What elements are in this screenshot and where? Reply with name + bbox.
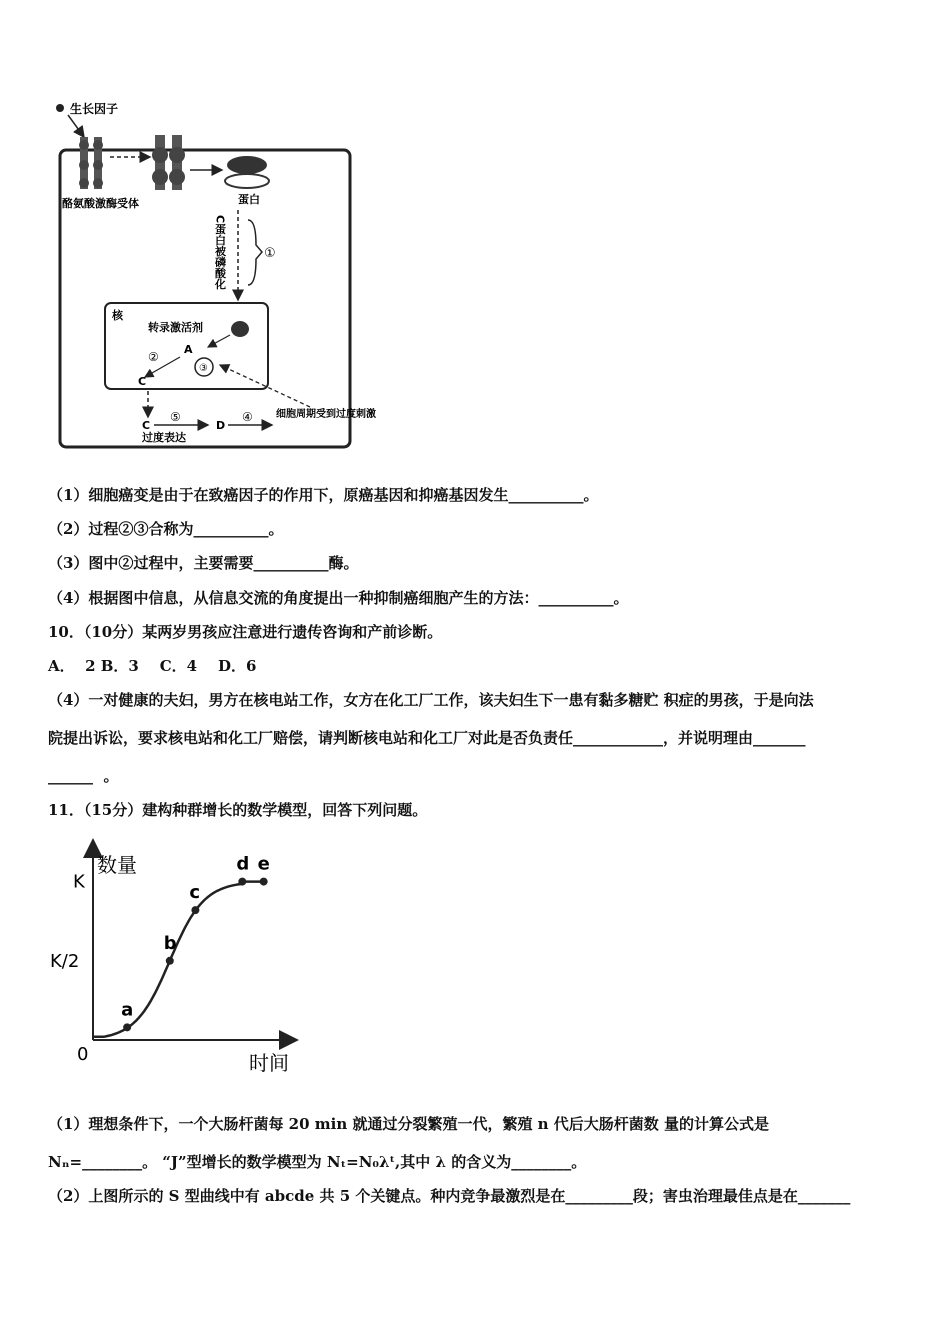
label-d: D — [216, 419, 226, 432]
growth-factor-label: 生长因子 — [70, 102, 119, 116]
q10-part4-line1: （4）一对健康的夫妇，男方在核电站工作，女方在化工厂工作，该夫妇生下一患有黏多糖贮 积症的男孩，于是向法 — [48, 691, 814, 709]
q11-part1-line2: Nₙ=________。 “J”型增长的数学模型为 Nₜ=N₀λᵗ,其中 λ 的含义为________。 — [48, 1153, 587, 1171]
activator-icon — [231, 321, 249, 337]
y-tick-k-half: K/2 — [50, 950, 80, 972]
q10-options: A． 2 B．3 C．4 D．6 — [48, 657, 257, 675]
curve-point-a — [123, 1023, 131, 1031]
overexpression-label: 过度表达 — [142, 431, 186, 444]
curve-point-e — [260, 878, 268, 886]
step5-label: ⑤ — [170, 410, 181, 424]
s-curve-line — [93, 882, 264, 1037]
receptor-icon — [79, 137, 103, 189]
q11-stem: 11．（15分）建构种群增长的数学模型，回答下列问题。 — [48, 801, 428, 819]
y-tick-k: K — [73, 871, 85, 893]
q10-stem: 10．（10分）某两岁男孩应注意进行遗传咨询和产前诊断。 — [48, 623, 443, 641]
curve-point-d — [238, 878, 246, 886]
q9-part1: （1）细胞癌变是由于在致癌因子的作用下，原癌基因和抑癌基因发生__________。 — [48, 486, 599, 504]
curve-point-label-a: a — [121, 999, 134, 1021]
signaling-diagram — [50, 95, 380, 465]
q10-part4-line2: 院提出诉讼，要求核电站和化工厂赔偿，请判断核电站和化工厂对此是否负责任____________，并说明理由_______ — [48, 729, 806, 747]
step1-label: ① — [264, 246, 276, 261]
label-a: A — [184, 343, 193, 356]
activator-label: 转录激活剂 — [148, 321, 203, 334]
q11-part1-line1: （1）理想条件下，一个大肠杆菌每 20 min 就通过分裂繁殖一代，繁殖 n 代后大肠杆菌数 量的计算公式是 — [48, 1115, 770, 1133]
x-axis-label: 时间 — [249, 1051, 289, 1075]
curve-points — [121, 854, 270, 1032]
curve-point-c — [191, 906, 199, 914]
curve-point-label-c: c — [189, 882, 201, 904]
y-axis-label: 数量 — [97, 853, 137, 877]
label-c: C — [138, 375, 147, 388]
s-curve-chart — [45, 832, 315, 1082]
origin-label: 0 — [77, 1044, 89, 1065]
signaling-diagram-svg — [50, 95, 380, 465]
q10-part4-line3: ______ 。 — [48, 767, 119, 785]
cell-membrane — [60, 150, 350, 447]
q9-part4: （4）根据图中信息，从信息交流的角度提出一种抑制癌细胞产生的方法：__________。 — [48, 589, 629, 607]
cell-cycle-label: 细胞周期受到过度刺激 — [276, 409, 376, 420]
protein-complex-icon — [225, 156, 269, 188]
q9-part2: （2）过程②③合称为__________。 — [48, 520, 284, 538]
c-protein-label: C蛋白被磷酸化 — [213, 215, 227, 290]
receptor-label: 酪氨酸激酶受体 — [62, 197, 139, 210]
label-c2: C — [142, 419, 151, 432]
curve-point-label-e: e — [257, 853, 270, 875]
q11-part2: （2）上图所示的 S 型曲线中有 abcde 共 5 个关键点。种内竞争最激烈是在_________段；害虫治理最佳点是在_______ — [48, 1187, 851, 1205]
step3-label: ③ — [199, 363, 208, 374]
step4-label: ④ — [242, 410, 253, 424]
curve-point-b — [166, 957, 174, 965]
curve-point-label-b: b — [163, 932, 177, 954]
q9-part3: （3）图中②过程中，主要需要__________酶。 — [48, 554, 359, 572]
protein-label: 蛋白 — [238, 193, 260, 206]
growth-factor-dot — [56, 104, 64, 112]
step2-label: ② — [148, 350, 159, 364]
curve-point-label-d: d — [236, 853, 250, 875]
receptor-dimer-icon — [152, 135, 185, 190]
s-curve-chart-svg — [45, 832, 315, 1082]
nucleus-label: 核 — [112, 309, 123, 322]
